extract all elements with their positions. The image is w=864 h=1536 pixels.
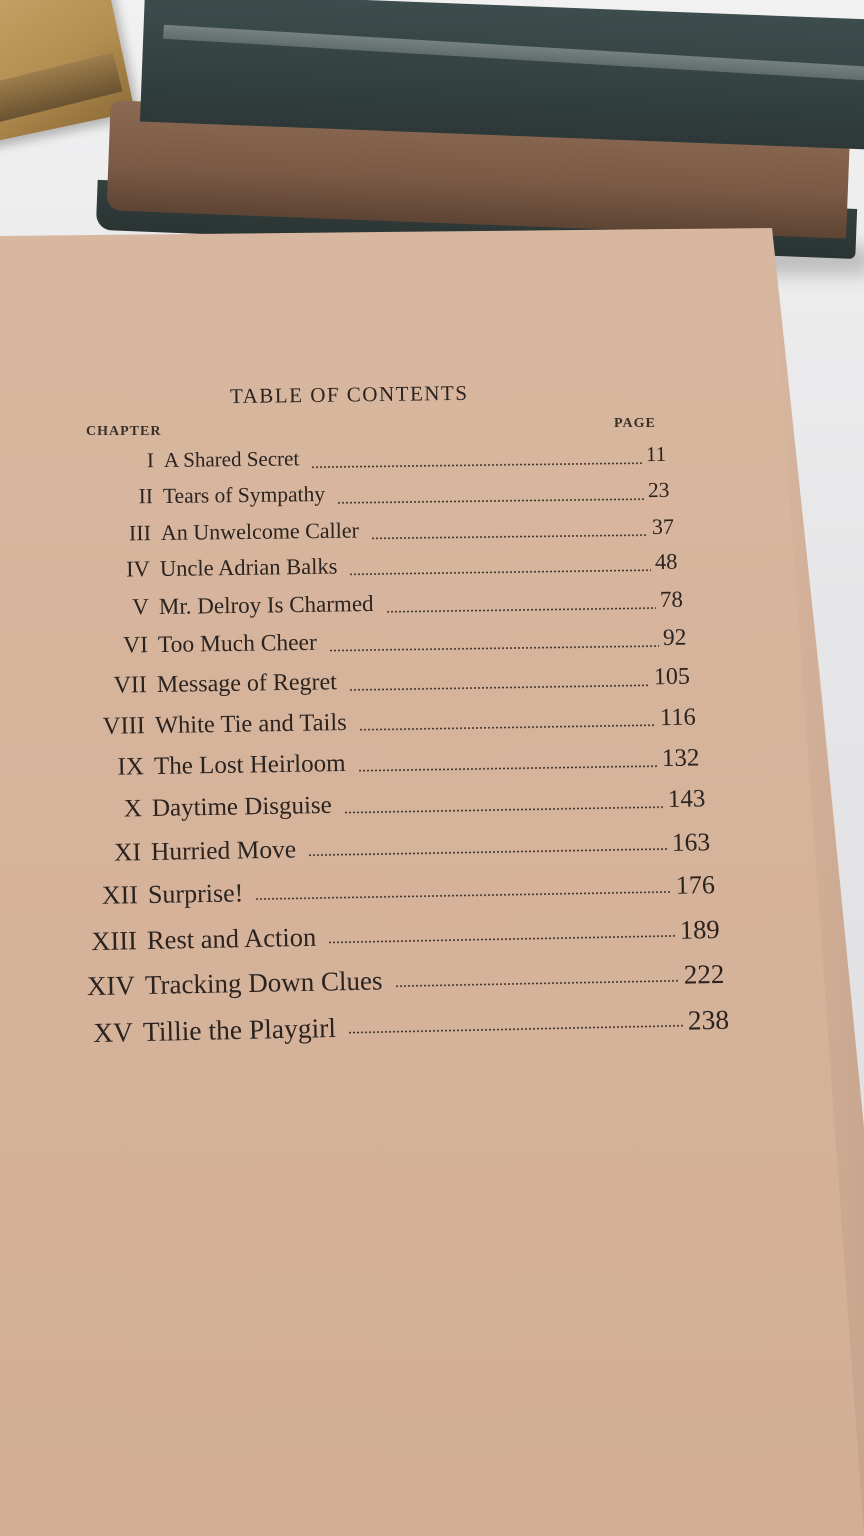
chapter-title: Too Much Cheer bbox=[157, 629, 318, 658]
dot-leader bbox=[349, 684, 650, 691]
dot-leader bbox=[395, 979, 680, 986]
chapter-numeral: XV bbox=[92, 1016, 134, 1049]
chapter-numeral: VI bbox=[122, 632, 149, 659]
chapter-column-header: CHAPTER bbox=[86, 424, 162, 439]
chapter-page-number: 116 bbox=[659, 703, 696, 732]
toc-entry bbox=[102, 703, 710, 746]
chapter-page-number: 143 bbox=[667, 785, 706, 813]
chapter-numeral: III bbox=[128, 520, 152, 546]
chapter-numeral: VIII bbox=[102, 712, 146, 740]
toc-title: TABLE OF CONTENTS bbox=[229, 380, 469, 409]
toc-entry bbox=[128, 513, 702, 554]
chapter-title: Mr. Delroy Is Charmed bbox=[158, 591, 374, 619]
chapter-page-number: 48 bbox=[654, 548, 678, 575]
chapter-title: An Unwelcome Caller bbox=[160, 517, 360, 545]
dot-leader bbox=[349, 569, 651, 575]
chapter-title: Uncle Adrian Balks bbox=[159, 553, 338, 581]
chapter-page-number: 23 bbox=[647, 477, 670, 503]
chapter-page-number: 105 bbox=[653, 663, 691, 691]
toc-entry bbox=[117, 744, 712, 787]
chapter-numeral: X bbox=[123, 795, 143, 823]
toc-entry bbox=[92, 1003, 739, 1050]
dot-leader bbox=[337, 498, 644, 504]
toc-entry bbox=[101, 870, 727, 914]
chapter-title: Message of Regret bbox=[156, 669, 338, 698]
chapter-numeral: IX bbox=[117, 753, 145, 781]
dot-leader bbox=[329, 645, 659, 652]
toc-entry bbox=[138, 477, 698, 518]
chapter-page-number: 189 bbox=[679, 914, 720, 945]
chapter-numeral: IV bbox=[126, 556, 151, 582]
toc-entry bbox=[113, 663, 704, 706]
toc-entry bbox=[91, 914, 731, 959]
chapter-page-number: 37 bbox=[651, 513, 675, 540]
dot-leader bbox=[359, 724, 656, 731]
toc-entry bbox=[132, 586, 710, 628]
chapter-numeral: XI bbox=[113, 837, 142, 867]
dot-leader bbox=[344, 806, 664, 814]
chapter-page-number: 238 bbox=[687, 1003, 730, 1036]
chapter-title: Rest and Action bbox=[146, 921, 317, 955]
dot-leader bbox=[348, 1024, 684, 1033]
dot-leader bbox=[311, 462, 642, 468]
chapter-page-number: 132 bbox=[661, 744, 700, 773]
dot-leader bbox=[328, 935, 676, 944]
chapter-numeral: XII bbox=[101, 880, 139, 910]
chapter-page-number: 176 bbox=[675, 870, 716, 900]
toc-entry bbox=[122, 624, 713, 666]
chapter-title: A Shared Secret bbox=[163, 446, 300, 472]
chapter-title: Tillie the Playgirl bbox=[142, 1011, 337, 1047]
dot-leader bbox=[386, 607, 656, 613]
chapter-title: White Tie and Tails bbox=[154, 708, 347, 739]
chapter-numeral: II bbox=[138, 484, 154, 509]
dot-leader bbox=[358, 765, 658, 772]
dot-leader bbox=[371, 534, 648, 539]
chapter-page-number: 163 bbox=[671, 827, 711, 857]
chapter-numeral: XIII bbox=[91, 925, 138, 957]
chapter-numeral: XIV bbox=[86, 970, 136, 1002]
page-column-header: PAGE bbox=[614, 416, 656, 431]
dot-leader bbox=[308, 848, 668, 856]
chapter-title: Hurried Move bbox=[150, 834, 297, 866]
toc-entry bbox=[126, 548, 705, 590]
toc-entry bbox=[113, 827, 723, 871]
chapter-page-number: 92 bbox=[662, 624, 687, 651]
toc-entry bbox=[86, 958, 735, 1004]
chapter-numeral: V bbox=[132, 594, 150, 620]
dot-leader bbox=[255, 891, 672, 900]
chapter-numeral: I bbox=[146, 448, 155, 473]
chapter-page-number: 11 bbox=[645, 441, 667, 467]
toc-entry bbox=[123, 785, 719, 829]
chapter-title: Daytime Disguise bbox=[151, 791, 332, 822]
chapter-title: Tears of Sympathy bbox=[162, 482, 326, 508]
chapter-page-number: 78 bbox=[659, 586, 684, 613]
chapter-title: The Lost Heirloom bbox=[153, 749, 346, 780]
chapter-numeral: VII bbox=[113, 672, 148, 699]
chapter-title: Tracking Down Clues bbox=[144, 965, 383, 1000]
chapter-page-number: 222 bbox=[683, 958, 725, 990]
chapter-title: Surprise! bbox=[147, 878, 244, 909]
toc-entry bbox=[146, 441, 696, 482]
